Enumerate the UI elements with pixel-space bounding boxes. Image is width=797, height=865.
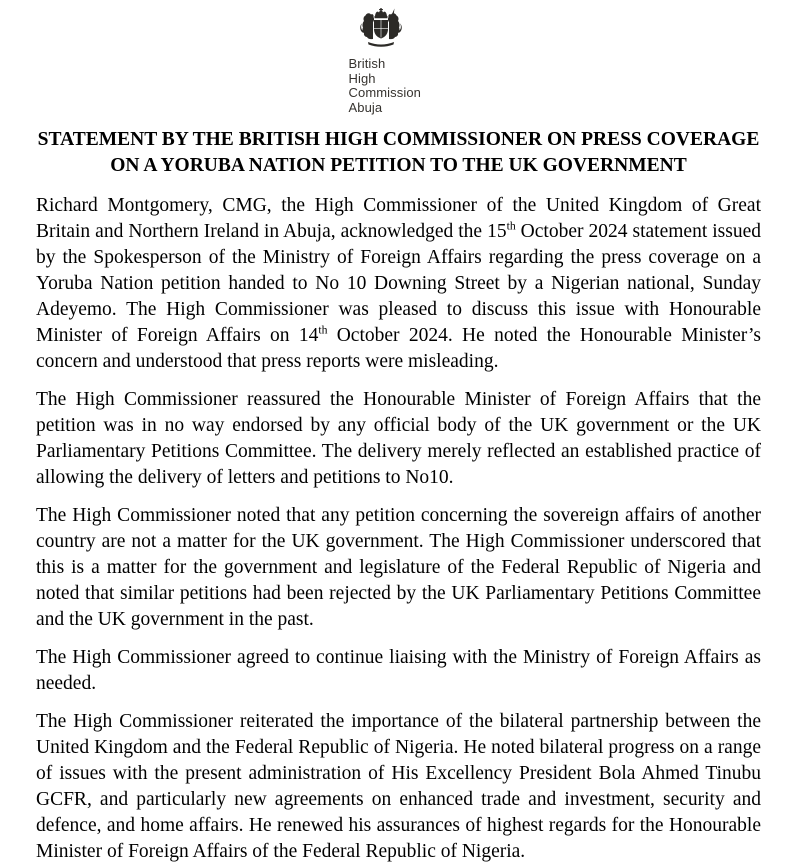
- paragraph-1: Richard Montgomery, CMG, the High Commissioner of the United Kingdom of Great Britain and Northern Ireland in Abuja, acknowledged the 15th October 2024 statement issued by the Spokesperson of the Ministry of Foreign Affairs regarding the press coverage on a Yoruba Nation petition handed to No 10 Downing Street by a Nigerian national, Sunday Adeyemo. The High Commissioner was pleased to discuss this issue with Honourable Minister of Foreign Affairs on 14th October 2024. He noted the Honourable Minister’s concern and understood that press reports were misleading.: [36, 195, 761, 372]
- statement-title-line-2: ON A YORUBA NATION PETITION TO THE UK GOVERNMENT: [110, 155, 687, 176]
- letterhead-line-abuja: Abuja: [348, 99, 383, 115]
- paragraph-4: The High Commissioner agreed to continue liaising with the Ministry of Foreign Affairs as needed.: [36, 647, 761, 694]
- paragraph-3: The High Commissioner noted that any petition concerning the sovereign affairs of another country are not a matter for the UK government. The High Commissioner underscored that this is a matter for the government and legislature of the Federal Republic of Nigeria and noted that similar petitions had been rejected by the UK Parliamentary Petitions Committee and the UK government in the past.: [36, 505, 761, 630]
- letterhead-line-high-commission: High Commission: [348, 70, 422, 100]
- statement-title: [36, 127, 761, 179]
- paragraph-2: The High Commissioner reassured the Honourable Minister of Foreign Affairs that the petition was in no way endorsed by any official body of the UK government or the UK Parliamentary Petitions Committee. The delivery merely reflected an established practice of allowing the delivery of letters and petitions to No10.: [36, 389, 761, 488]
- letterhead-line-british: British: [348, 56, 386, 71]
- letterhead-text: [349, 57, 449, 115]
- paragraph-5: The High Commissioner reiterated the importance of the bilateral partnership between the United Kingdom and the Federal Republic of Nigeria. He noted bilateral progress on a range of issues with the present administration of His Excellency President Bola Ahmed Tinubu GCFR, and particularly new agreements on enhanced trade and investment, security and defence, and home affairs. He renewed his assurances of highest regards for the Honourable Minister of Foreign Affairs of the Federal Republic of Nigeria.: [36, 711, 761, 862]
- letterhead: [349, 8, 449, 115]
- statement-title-line-1: STATEMENT BY THE BRITISH HIGH COMMISSIONER ON PRESS COVERAGE: [37, 129, 760, 150]
- royal-coat-of-arms-icon: [350, 8, 412, 55]
